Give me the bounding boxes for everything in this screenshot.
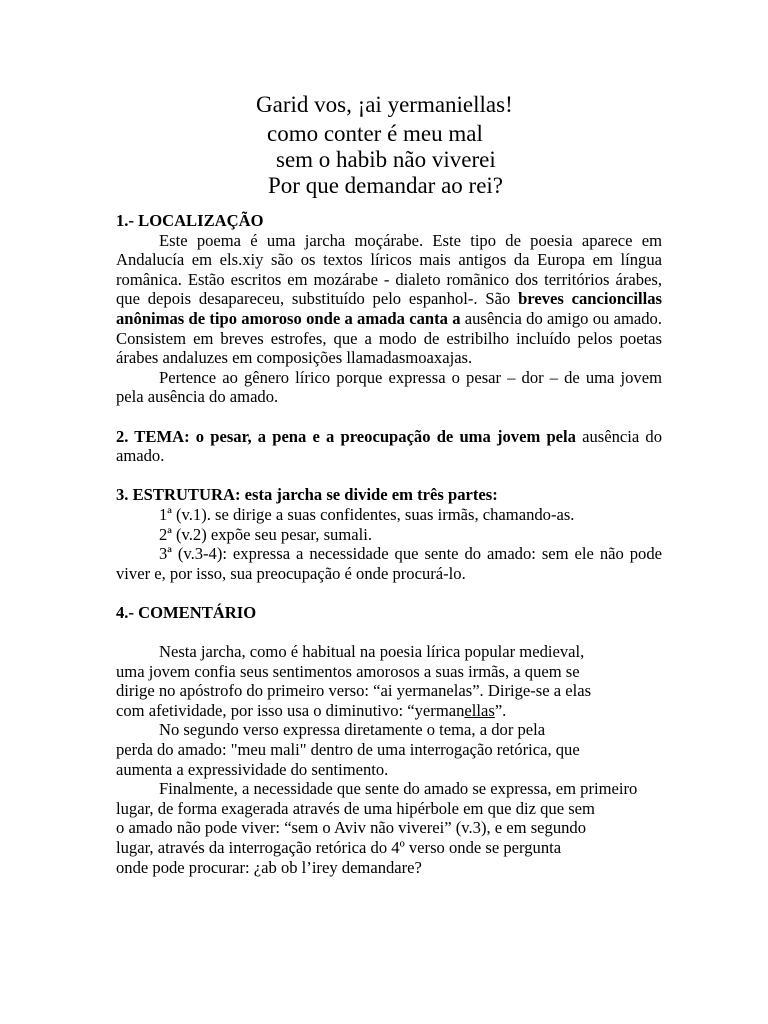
comment-line: lugar, através da interrogação retórica do 4º verso onde se pergunta bbox=[116, 838, 562, 857]
comment-text: com afetividade, por isso usa o diminutivo: “yerman bbox=[116, 700, 465, 720]
section-heading-estrutura: 3. ESTRUTURA: esta jarcha se divide em três partes: bbox=[116, 485, 498, 505]
bold-phrase: breves cancioncillas anônimas de tipo amoroso onde a amada canta a bbox=[116, 289, 662, 328]
comment-line: onde pode procurar: ¿ab ob l’irey demandare? bbox=[116, 857, 422, 877]
comment-line: perda do amado: "meu mali" dentro de uma interrogação retórica, que bbox=[116, 740, 580, 760]
spacer bbox=[116, 583, 662, 603]
comment-line: No segundo verso expressa diretamente o tema, a dor pela bbox=[159, 720, 546, 740]
poem-line-3: sem o habib não viverei bbox=[276, 147, 496, 172]
comment-line: o amado não pode viver: “sem o Aviv não viverei” (v.3), e em segundo bbox=[116, 818, 587, 838]
comment-line: dirige no apóstrofo do primeiro verso: “ai yermanelas”. Dirige-se a elas bbox=[116, 681, 592, 701]
section-heading-localizacao: 1.- LOCALIZAÇÃO bbox=[116, 211, 264, 230]
poem-line-2: como conter é meu mal bbox=[267, 121, 483, 146]
paragraph-localizacao-1 bbox=[116, 231, 662, 368]
structure-item-3: 3ª (v.3-4): expressa a necessidade que sente do amado: sem ele não pode viver e, por isso, sua preocupação é onde procurá-lo. bbox=[116, 544, 662, 583]
section-heading-tema: 2. TEMA: o pesar, a pena e a preocupação de uma jovem pela bbox=[116, 426, 576, 446]
comment-text: ”. bbox=[494, 700, 507, 720]
spacer bbox=[116, 622, 662, 642]
poem-line-4: Por que demandar ao rei? bbox=[268, 173, 504, 198]
comment-line bbox=[116, 701, 662, 721]
paragraph-text: ausência do amado. bbox=[116, 426, 663, 466]
spacer bbox=[116, 407, 662, 427]
paragraph-text: ausência do amigo ou amado. Consistem em breves estrofes, que a modo de estribilho incluído pelos poetas árabes andaluzes em composições llamadasmoaxajas. bbox=[116, 308, 662, 368]
structure-item-1: 1ª (v.1). se dirige a suas confidentes, suas irmãs, chamando-as. bbox=[159, 504, 575, 524]
paragraph-localizacao-2: Pertence ao gênero lírico porque expressa o pesar – dor – de uma jovem pela ausência do amado. bbox=[116, 367, 662, 407]
spacer bbox=[116, 466, 662, 486]
document-body bbox=[116, 211, 662, 877]
paragraph-tema bbox=[116, 427, 662, 466]
section-heading-comentario: 4.- COMENTÁRIO bbox=[116, 602, 257, 622]
paragraph-text: Este poema é uma jarcha moçárabe. Este tipo de poesia aparece em Andalucía em els.xiy são os textos líricos mais antigos da Europa em língua românica. Estão escritos em mozárabe - dialeto romãnico dos territórios árabes, que depois desapareceu, substituído pelo espanhol-. São bbox=[116, 230, 662, 309]
comment-line: Finalmente, a necessidade que sente do amado se expressa, em primeiro bbox=[159, 779, 638, 799]
structure-item-2: 2ª (v.2) expõe seu pesar, sumali. bbox=[159, 524, 372, 544]
comment-line: Nesta jarcha, como é habitual na poesia lírica popular medieval, bbox=[159, 642, 585, 662]
poem-line-1: Garid vos, ¡ai yermaniellas! bbox=[256, 92, 513, 117]
comment-line: aumenta a expressividade do sentimento. bbox=[116, 759, 389, 779]
underlined-word: ellas bbox=[464, 700, 495, 720]
comment-line: lugar, de forma exagerada através de uma hipérbole em que diz que sem bbox=[116, 798, 595, 818]
comment-line: uma jovem confia seus sentimentos amorosos a suas irmãs, a quem se bbox=[116, 661, 580, 681]
